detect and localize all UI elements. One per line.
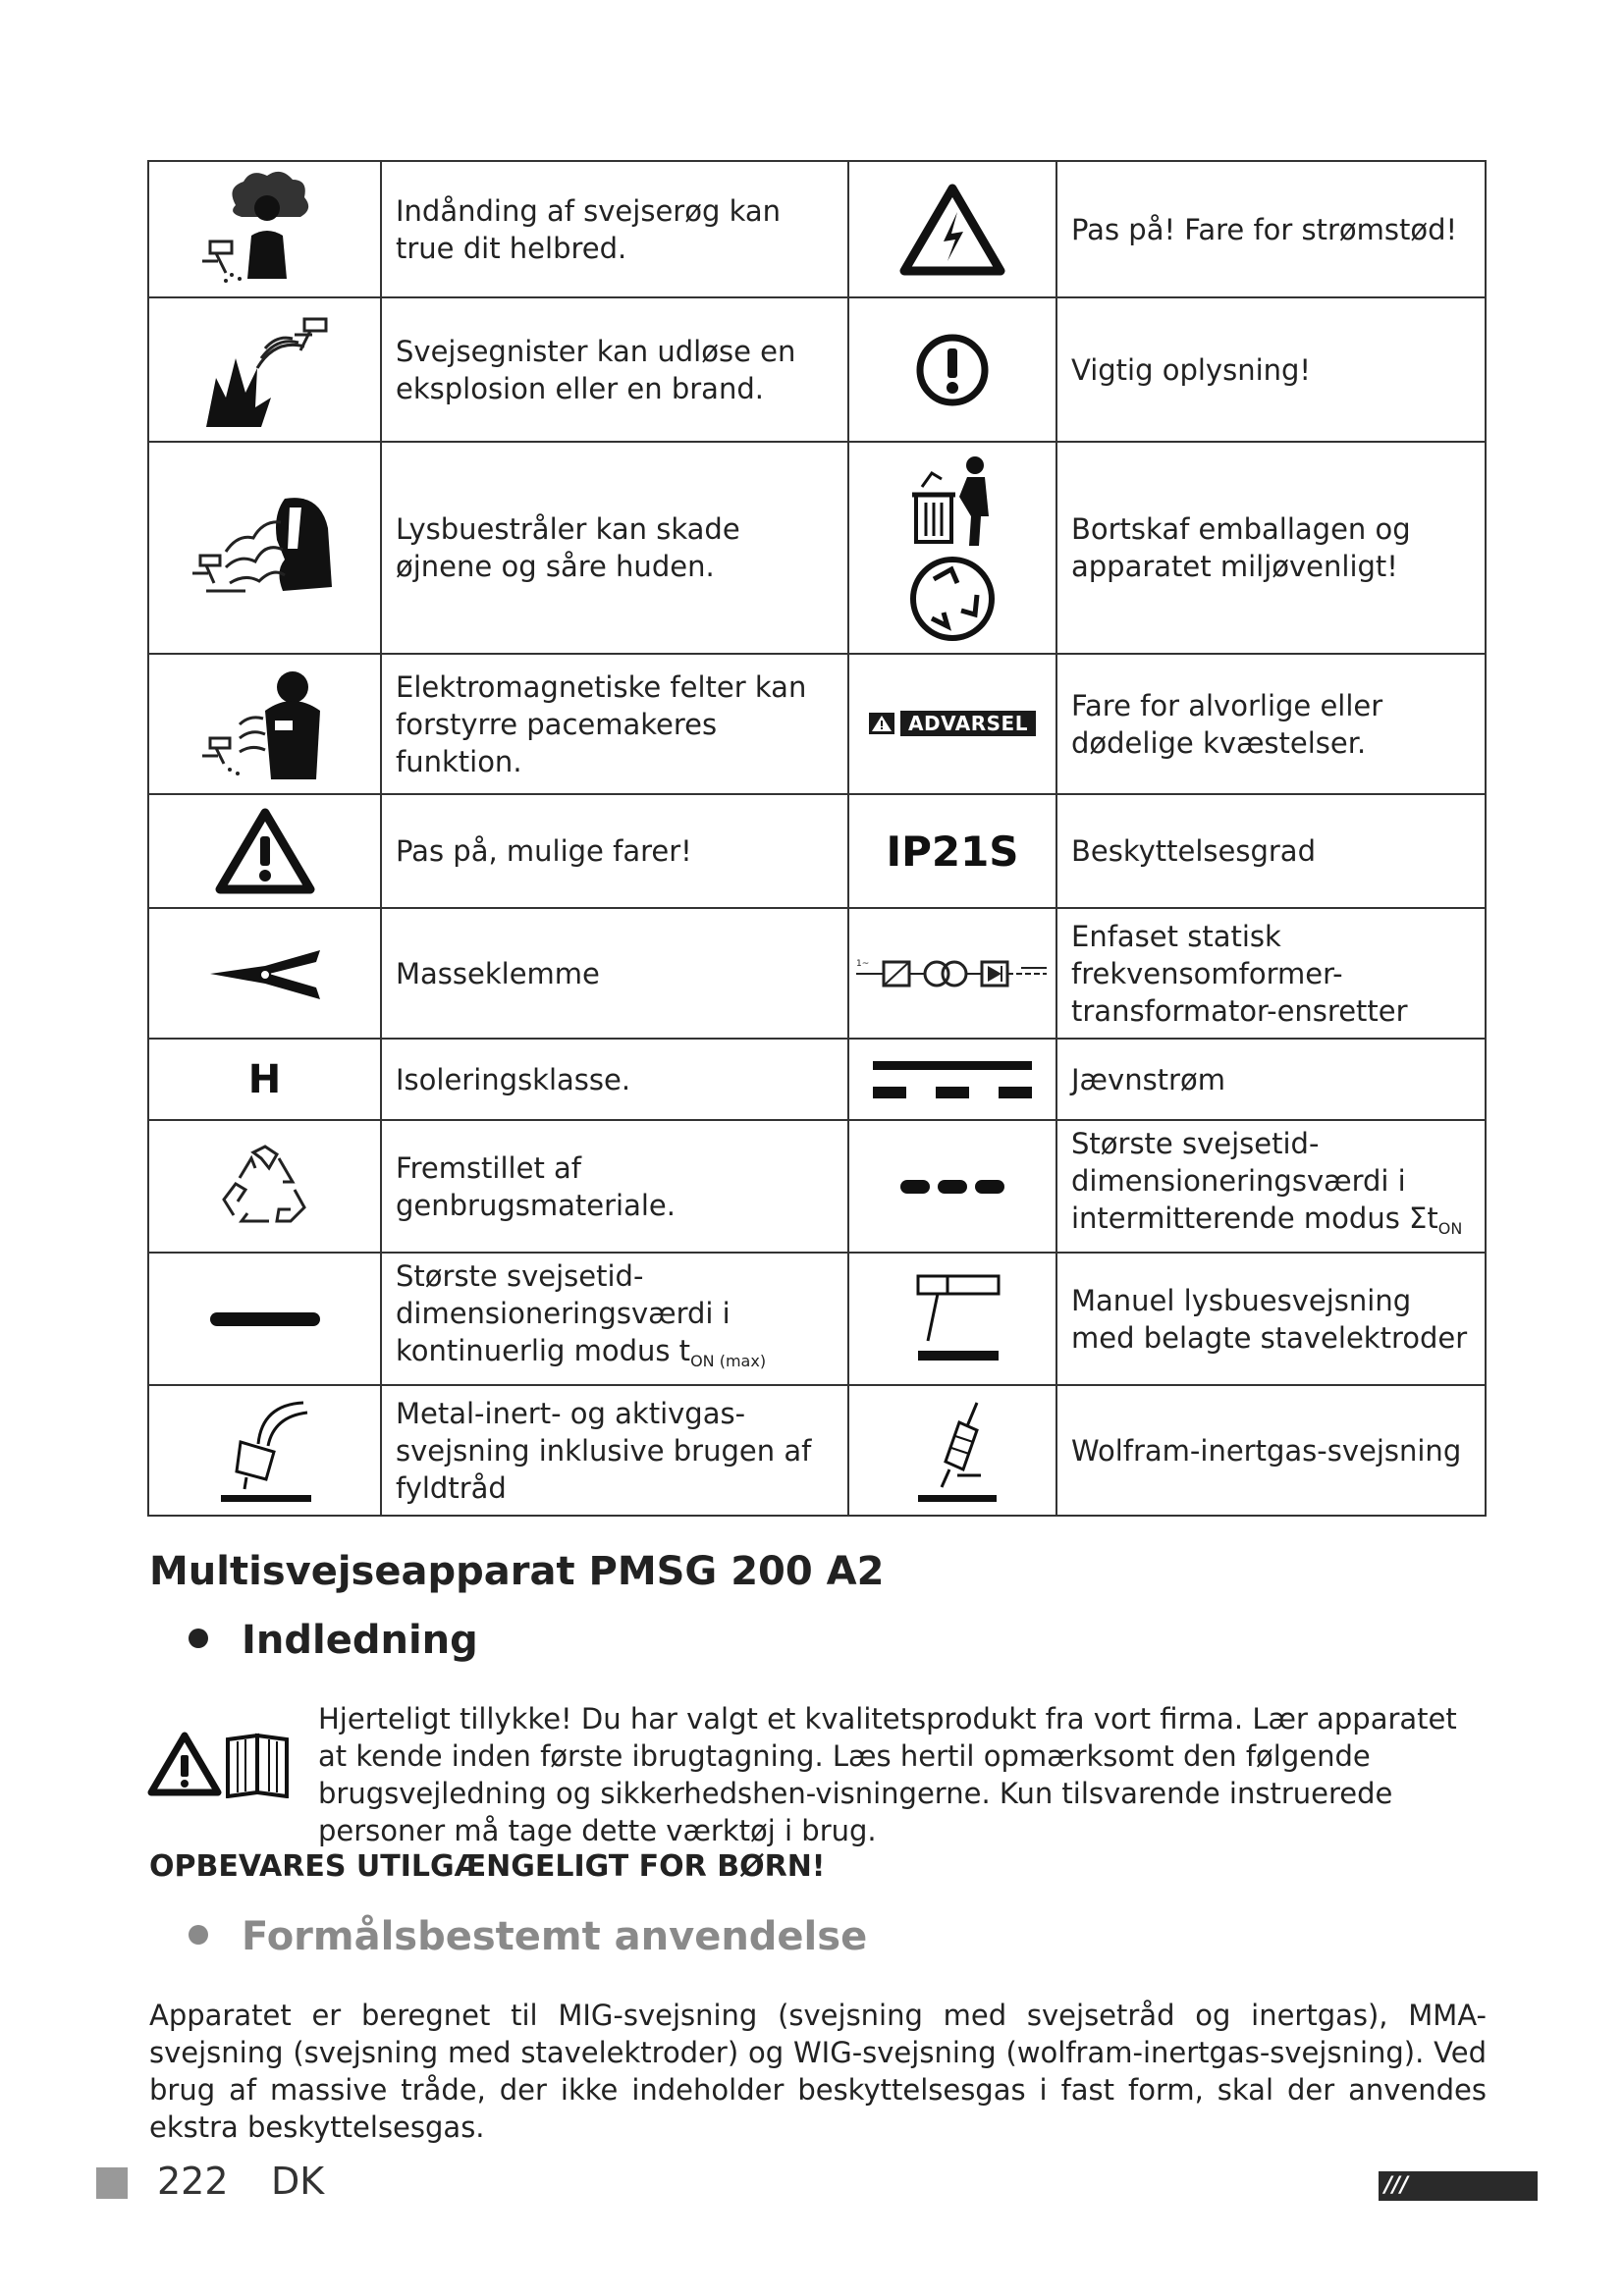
symbol-description: Metal-inert- og aktivgas-svejsning inklusive brugen af fyldtråd [381, 1385, 848, 1516]
table-row [148, 161, 1486, 297]
direct-current-cell [848, 1039, 1056, 1120]
general-warning-icon [214, 807, 316, 895]
important-info-icon [913, 331, 992, 409]
warning-manual-icon [147, 1730, 300, 1798]
intermittent-mode-cell [848, 1120, 1056, 1253]
electric-shock-cell [848, 161, 1056, 297]
brand-name: PARKSIDE [1386, 2203, 1511, 2227]
continuous-mode-icon [208, 1309, 322, 1329]
mig-mag-welding-icon [211, 1397, 319, 1505]
direct-current-icon [869, 1057, 1036, 1102]
welding-fumes-cell [148, 161, 381, 297]
recycled-material-cell [148, 1120, 381, 1253]
advarsel-cell [848, 654, 1056, 794]
welding-sparks-icon [196, 309, 334, 431]
footer-square-marker [96, 2167, 128, 2199]
insulation-class-cell [148, 1039, 381, 1120]
arc-rays-cell [148, 442, 381, 654]
usage-paragraph: Apparatet er beregnet til MIG-svejsning (svejsning med svejsetråd og inertgas), MMA-svejsning (svejsning med stavelektroder) og WIG-svejsning (wolfram-inertgas-svejsning). Ved brug af massive tråde, der ikke indeholder beskyttelsesgas i fast form, skal der anvendes ekstra beskyttelsesgas. [149, 1999, 1487, 2144]
mma-welding-icon [898, 1272, 1006, 1366]
ip-rating-cell [848, 794, 1056, 908]
advarsel-badge [869, 711, 1036, 736]
table-row [148, 1039, 1486, 1120]
symbol-description: Beskyttelsesgrad [1056, 794, 1486, 908]
table-row [148, 654, 1486, 794]
table-row [148, 908, 1486, 1039]
important-info-cell [848, 297, 1056, 442]
converter-diagram-icon [854, 954, 1051, 993]
subscript: ON (max) [690, 1352, 767, 1370]
tig-welding-icon [898, 1397, 1006, 1505]
symbol-description: Største svejsetid-dimensioneringsværdi i intermitterende modus $\Sigma t_{ON}$ [1056, 1120, 1486, 1253]
mma-welding-cell [848, 1253, 1056, 1385]
section-heading-usage: Formålsbestemt anvendelse [189, 1914, 867, 1959]
brand-mark: /// [1384, 2173, 1409, 2198]
symbol-description: Masseklemme [381, 908, 848, 1039]
symbol-description: Elektromagnetiske felter kan forstyrre pacemakeres funktion. [381, 654, 848, 794]
symbol-description: Fremstillet af genbrugsmateriale. [381, 1120, 848, 1253]
table-row [148, 1385, 1486, 1516]
table-row [148, 442, 1486, 654]
bullet-dot [189, 1925, 208, 1945]
converter-cell [848, 908, 1056, 1039]
continuous-mode-cell [148, 1253, 381, 1385]
ground-clamp-icon [206, 944, 324, 1003]
svg-text:1~: 1~ [856, 958, 870, 969]
intro-icons [147, 1730, 300, 1802]
symbol-description: Wolfram-inertgas-svejsning [1056, 1385, 1486, 1516]
insulation-class-label: H [247, 1056, 282, 1102]
symbol-description: Enfaset statisk frekvensomformer-transformator-ensretter [1056, 908, 1486, 1039]
advarsel-label: ADVARSEL [900, 711, 1036, 736]
page-number: 222 [157, 2160, 229, 2203]
symbol-description: Svejsegnister kan udløse en eksplosion eller en brand. [381, 297, 848, 442]
symbol-table [147, 160, 1487, 1517]
general-warning-cell [148, 794, 381, 908]
welding-fumes-icon [196, 171, 334, 289]
disposal-cell [848, 442, 1056, 654]
intro-paragraph: Hjerteligt tillykke! Du har valgt et kvalitetsprodukt fra vort firma. Lær apparatet at kende inden første ibrugtagning. Læs hertil opmærksomt den følgende brugsvejledning og sikkerhedshen-visningerne. Kun tilsvarende instruerede personer må tage dette værktøj i brug. [318, 1702, 1457, 1847]
mig-mag-cell [148, 1385, 381, 1516]
bullet-dot [189, 1629, 208, 1648]
electric-shock-warning-icon [898, 183, 1006, 277]
symbol-description: Største svejsetid-dimensioneringsværdi i kontinuerlig modus $t_{ON (max)}$ [381, 1253, 848, 1385]
disposal-recycle-icon [898, 452, 1006, 644]
symbol-description: Jævnstrøm [1056, 1039, 1486, 1120]
symbol-description: Pas på, mulige farer! [381, 794, 848, 908]
ip-rating-label: IP21S [886, 827, 1019, 876]
table-row [148, 794, 1486, 908]
section-heading-intro: Indledning [189, 1618, 478, 1663]
symbol-description: Fare for alvorlige eller dødelige kvæstelser. [1056, 654, 1486, 794]
symbol-description: Indånding af svejserøg kan true dit helbred. [381, 161, 848, 297]
language-code: DK [271, 2160, 325, 2203]
subscript: ON [1437, 1219, 1463, 1238]
table-row [148, 1253, 1486, 1385]
arc-rays-icon [187, 489, 344, 607]
symbol-description: Vigtig oplysning! [1056, 297, 1486, 442]
symbol-description: Pas på! Fare for strømstød! [1056, 161, 1486, 297]
ground-clamp-cell [148, 908, 381, 1039]
product-title: Multisvejseapparat PMSG 200 A2 [149, 1549, 885, 1594]
brand-logo [1379, 2171, 1538, 2227]
symbol-description: Bortskaf emballagen og apparatet miljøvenligt! [1056, 442, 1486, 654]
symbol-description: Manuel lysbuesvejsning med belagte stavelektroder [1056, 1253, 1486, 1385]
table-row [148, 297, 1486, 442]
pacemaker-emf-icon [196, 666, 334, 783]
warning-triangle-icon [869, 713, 894, 734]
recycled-material-icon [218, 1143, 312, 1231]
symbol-description: Lysbuestråler kan skade øjnene og såre huden. [381, 442, 848, 654]
tig-welding-cell [848, 1385, 1056, 1516]
welding-sparks-cell [148, 297, 381, 442]
pacemaker-cell [148, 654, 381, 794]
child-warning: OPBEVARES UTILGÆNGELIGT FOR BØRN! [149, 1849, 826, 1884]
intermittent-mode-icon [898, 1177, 1006, 1197]
symbol-description: Isoleringsklasse. [381, 1039, 848, 1120]
table-row [148, 1120, 1486, 1253]
